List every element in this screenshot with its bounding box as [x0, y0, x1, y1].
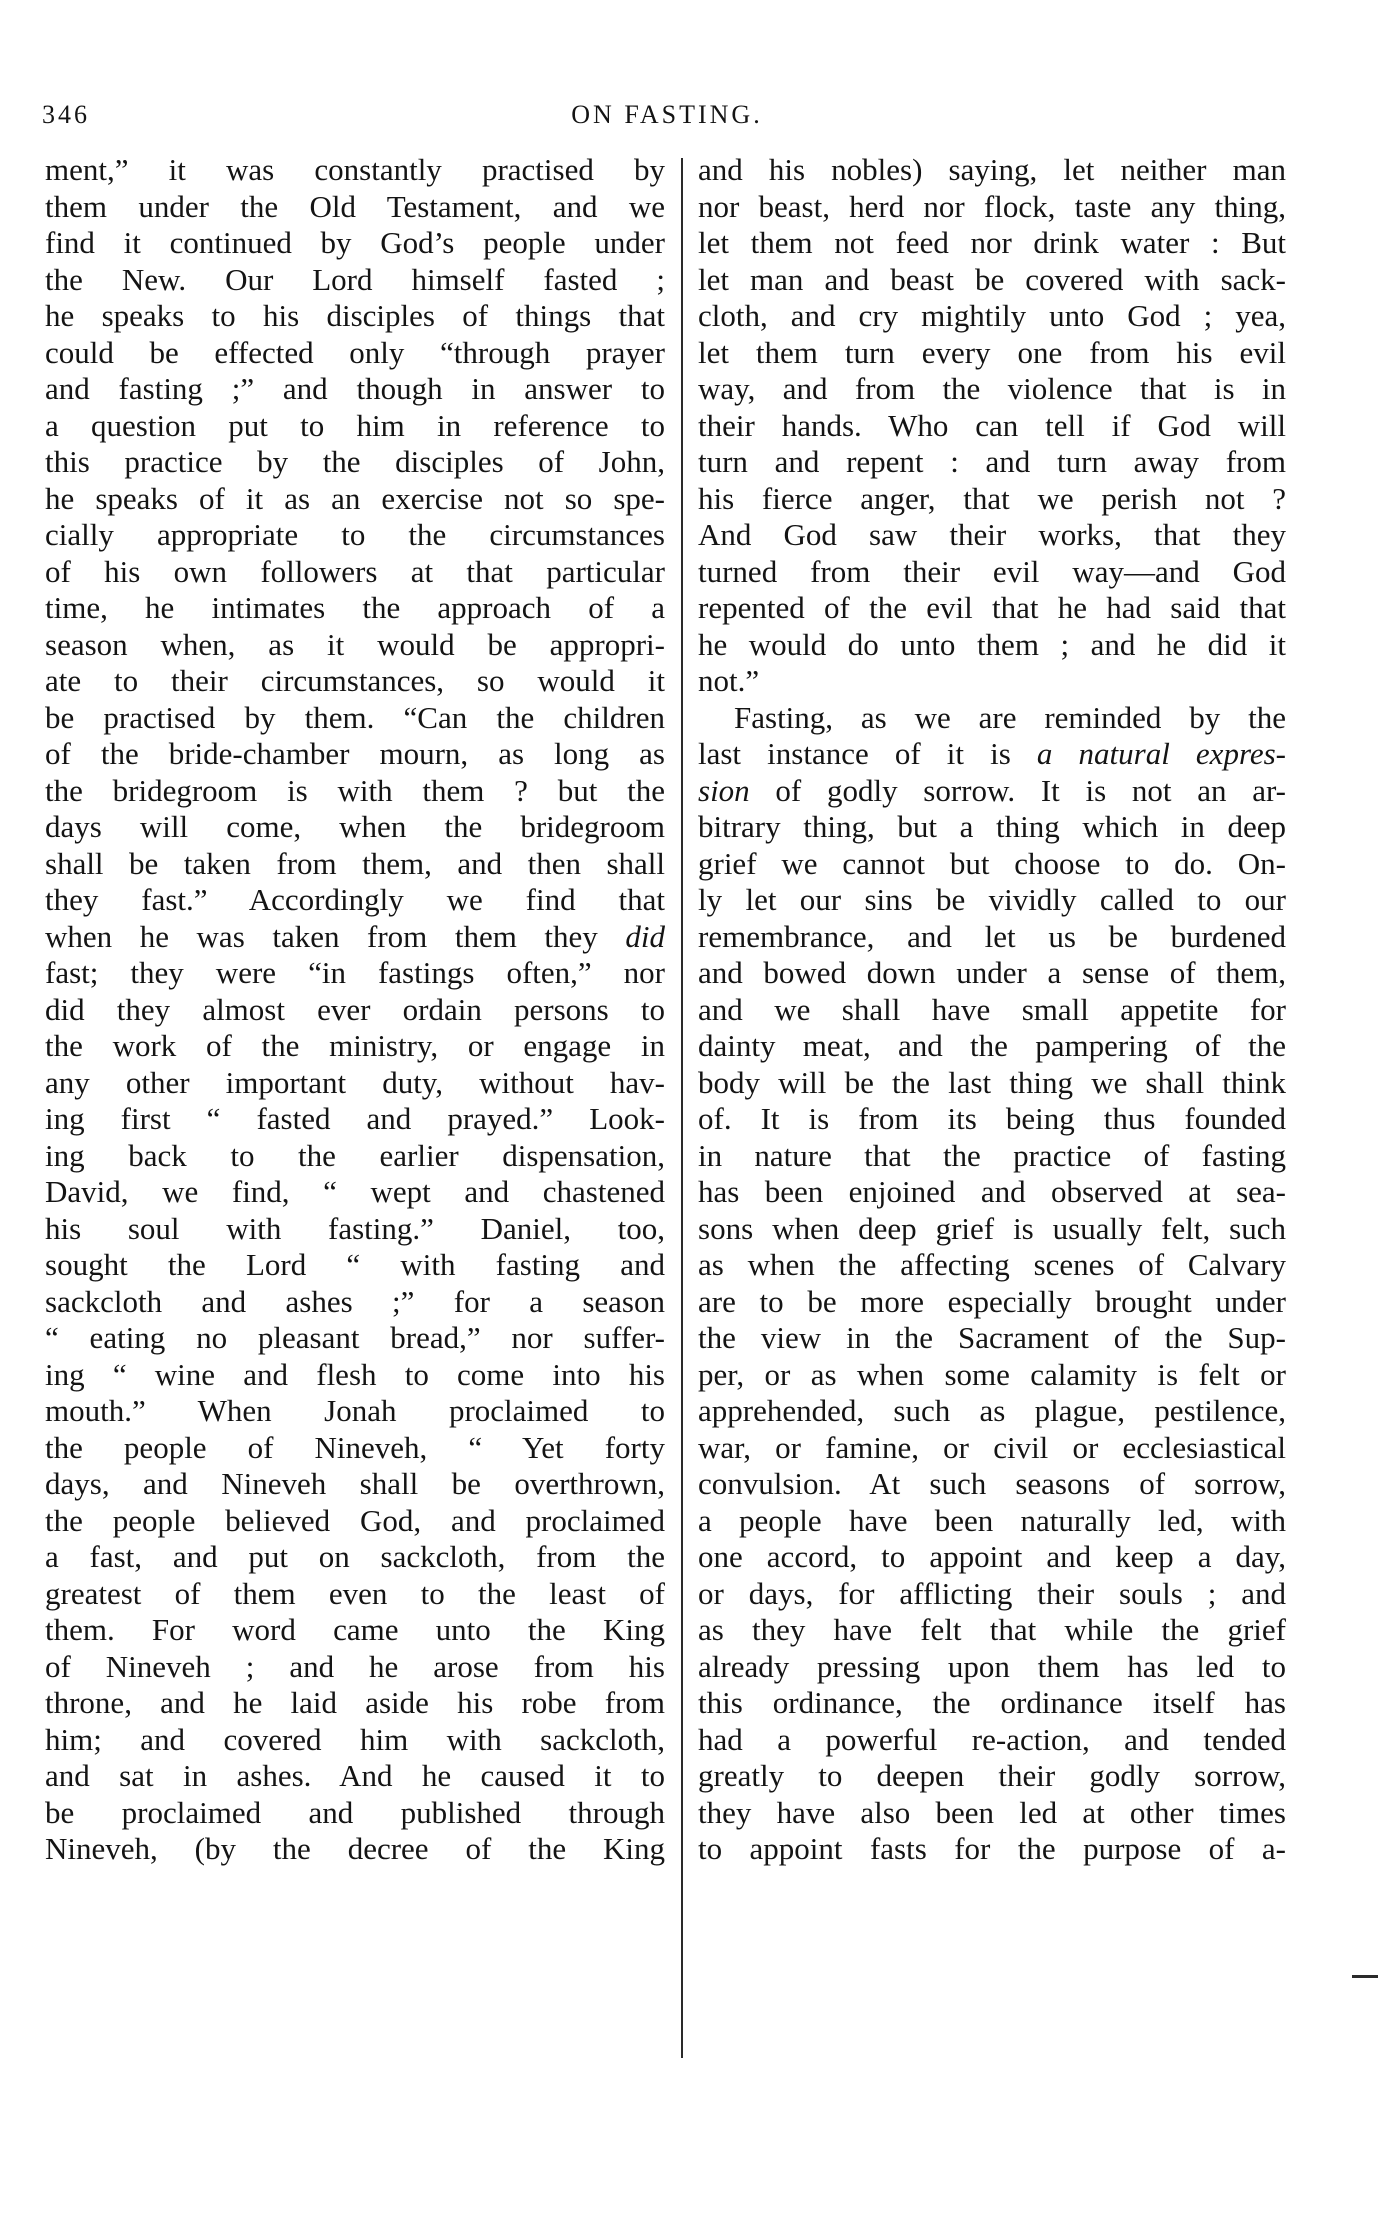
text-line: any other important duty, without hav- — [45, 1064, 665, 1100]
text-line: per, or as when some calamity is felt or — [698, 1356, 1286, 1392]
text-line: the New. Our Lord himself fasted ; — [45, 261, 665, 297]
text-line: Nineveh, (by the decree of the King — [45, 1831, 665, 1866]
text-line: they have also been led at other times — [698, 1794, 1286, 1830]
text-segment: of godly sorrow. It is not an ar- — [749, 772, 1286, 808]
text-line: to appoint fasts for the purpose of a- — [698, 1831, 1286, 1866]
text-line: of his own followers at that particular — [45, 553, 665, 589]
text-line: David, we find, “ wept and chastened — [45, 1174, 665, 1209]
text-line: the bridegroom is with them ? but the — [45, 772, 665, 808]
text-line: bitrary thing, but a thing which in deep — [698, 809, 1286, 844]
text-line: war, or famine, or civil or ecclesiastical — [698, 1429, 1286, 1465]
text-line: already pressing upon them has led to — [698, 1648, 1286, 1684]
text-line: or days, for afflicting their souls ; and — [698, 1575, 1286, 1611]
text-line: days will come, when the bridegroom — [45, 809, 665, 844]
column-divider — [681, 158, 683, 2058]
text-line: repented of the evil that he had said that — [698, 590, 1286, 625]
left-column — [45, 152, 665, 1868]
text-line: ate to their circumstances, so would it — [45, 663, 665, 698]
text-line: a fast, and put on sackcloth, from the — [45, 1539, 665, 1574]
text-line: not.” — [698, 663, 760, 698]
text-line: cloth, and cry mightily unto God ; yea, — [698, 298, 1286, 333]
text-line: them under the Old Testament, and we — [45, 188, 665, 224]
text-line: the work of the ministry, or engage in — [45, 1028, 665, 1063]
text-line: “ eating no pleasant bread,” nor suffer- — [45, 1320, 665, 1355]
text-line: season when, as it would be appropri- — [45, 626, 665, 662]
text-line: turned from their evil way—and God — [698, 553, 1286, 589]
text-line: them. For word came unto the King — [45, 1612, 665, 1647]
text-line: And God saw their works, that they — [698, 517, 1286, 552]
italic-phrase: a natural expres- — [1036, 736, 1286, 771]
text-line: and his nobles) saying, let neither man — [698, 152, 1286, 187]
running-head: ON FASTING. — [571, 100, 763, 129]
text-line: as they have felt that while the grief — [698, 1612, 1286, 1647]
text-line: greatest of them even to the least of — [45, 1575, 665, 1611]
text-line: as when the affecting scenes of Calvary — [698, 1247, 1286, 1282]
text-line: are to be more especially brought under — [698, 1283, 1286, 1319]
text-line: let them not feed nor drink water : But — [698, 225, 1286, 260]
text-line: could be effected only “through prayer — [45, 334, 665, 370]
text-line: convulsion. At such seasons of sorrow, — [698, 1466, 1286, 1501]
text-line: their hands. Who can tell if God will — [698, 407, 1286, 443]
text-line: ing “ wine and flesh to come into his — [45, 1356, 665, 1392]
text-line: turn and repent : and turn away from — [698, 444, 1286, 479]
text-line: his soul with fasting.” Daniel, too, — [45, 1210, 665, 1246]
text-line: this ordinance, the ordinance itself has — [698, 1685, 1286, 1720]
text-line: his fierce anger, that we perish not ? — [698, 480, 1286, 516]
text-line: and we shall have small appetite for — [698, 991, 1286, 1027]
text-line: him; and covered him with sackcloth, — [45, 1721, 665, 1757]
text-line: ly let our sins be vividly called to our — [698, 882, 1286, 917]
text-line: a people have been naturally led, with — [698, 1502, 1286, 1538]
text-line: nor beast, herd nor flock, taste any thing, — [698, 188, 1286, 224]
text-line: he speaks of it as an exercise not so spe- — [45, 480, 665, 516]
text-line: let man and beast be covered with sack- — [698, 261, 1286, 297]
right-column — [698, 152, 1286, 1868]
text-line: time, he intimates the approach of a — [45, 590, 665, 625]
page-header — [42, 100, 1292, 140]
text-line: did they almost ever ordain persons to — [45, 991, 665, 1027]
text-line: be proclaimed and published through — [45, 1794, 665, 1830]
page-number: 346 — [42, 100, 90, 129]
text-line: and sat in ashes. And he caused it to — [45, 1758, 665, 1793]
text-line: sought the Lord “ with fasting and — [45, 1247, 665, 1282]
text-line-with-italic — [698, 773, 1286, 810]
text-line: ing first “ fasted and prayed.” Look- — [45, 1101, 665, 1136]
text-line: cially appropriate to the circumstances — [45, 517, 665, 552]
text-segment: last instance of it is — [698, 736, 1037, 771]
text-line: of. It is from its being thus founded — [698, 1101, 1286, 1136]
text-line: apprehended, such as plague, pestilence, — [698, 1393, 1286, 1428]
text-line-with-italic — [45, 919, 665, 956]
italic-phrase: sion — [698, 772, 750, 808]
page-edge-mark — [1352, 1975, 1378, 1978]
text-line: let them turn every one from his evil — [698, 334, 1286, 370]
text-line: ment,” it was constantly practised by — [45, 152, 665, 187]
text-line: of Nineveh ; and he arose from his — [45, 1648, 665, 1684]
text-line: and fasting ;” and though in answer to — [45, 371, 665, 406]
text-line: sackcloth and ashes ;” for a season — [45, 1283, 665, 1319]
text-line: they fast.” Accordingly we find that — [45, 882, 665, 917]
text-line: grief we cannot but choose to do. On- — [698, 845, 1286, 881]
text-line: in nature that the practice of fasting — [698, 1137, 1286, 1173]
text-line: has been enjoined and observed at sea- — [698, 1174, 1286, 1209]
text-line: the view in the Sacrament of the Sup- — [698, 1320, 1286, 1355]
text-line: remembrance, and let us be burdened — [698, 918, 1286, 954]
text-line-with-italic — [698, 736, 1286, 773]
text-line: days, and Nineveh shall be overthrown, — [45, 1466, 665, 1501]
text-line: this practice by the disciples of John, — [45, 444, 665, 479]
text-line: mouth.” When Jonah proclaimed to — [45, 1393, 665, 1428]
text-line: be practised by them. “Can the children — [45, 699, 665, 735]
text-line: sons when deep grief is usually felt, such — [698, 1210, 1286, 1246]
text-line: way, and from the violence that is in — [698, 371, 1286, 406]
text-line: of the bride-chamber mourn, as long as — [45, 736, 665, 771]
text-line: fast; they were “in fastings often,” nor — [45, 955, 665, 990]
text-line: dainty meat, and the pampering of the — [698, 1028, 1286, 1063]
text-line: the people of Nineveh, “ Yet forty — [45, 1429, 665, 1465]
text-line: had a powerful re-action, and tended — [698, 1721, 1286, 1757]
text-line: ing back to the earlier dispensation, — [45, 1137, 665, 1173]
text-line: throne, and he laid aside his robe from — [45, 1685, 665, 1720]
text-line: he speaks to his disciples of things that — [45, 298, 665, 333]
text-line: and bowed down under a sense of them, — [698, 955, 1286, 990]
text-line: body will be the last thing we shall think — [698, 1064, 1286, 1100]
text-line: a question put to him in reference to — [45, 407, 665, 443]
text-line: the people believed God, and proclaimed — [45, 1502, 665, 1538]
text-line: find it continued by God’s people under — [45, 225, 665, 260]
text-line: he would do unto them ; and he did it — [698, 626, 1286, 662]
italic-word: did — [625, 918, 665, 954]
text-line: shall be taken from them, and then shall — [45, 845, 665, 881]
text-line: one accord, to appoint and keep a day, — [698, 1539, 1286, 1574]
text-line: greatly to deepen their godly sorrow, — [698, 1758, 1286, 1793]
text-segment: when he was taken from them they — [45, 918, 598, 954]
paragraph-start: Fasting, as we are reminded by the — [734, 699, 1286, 735]
